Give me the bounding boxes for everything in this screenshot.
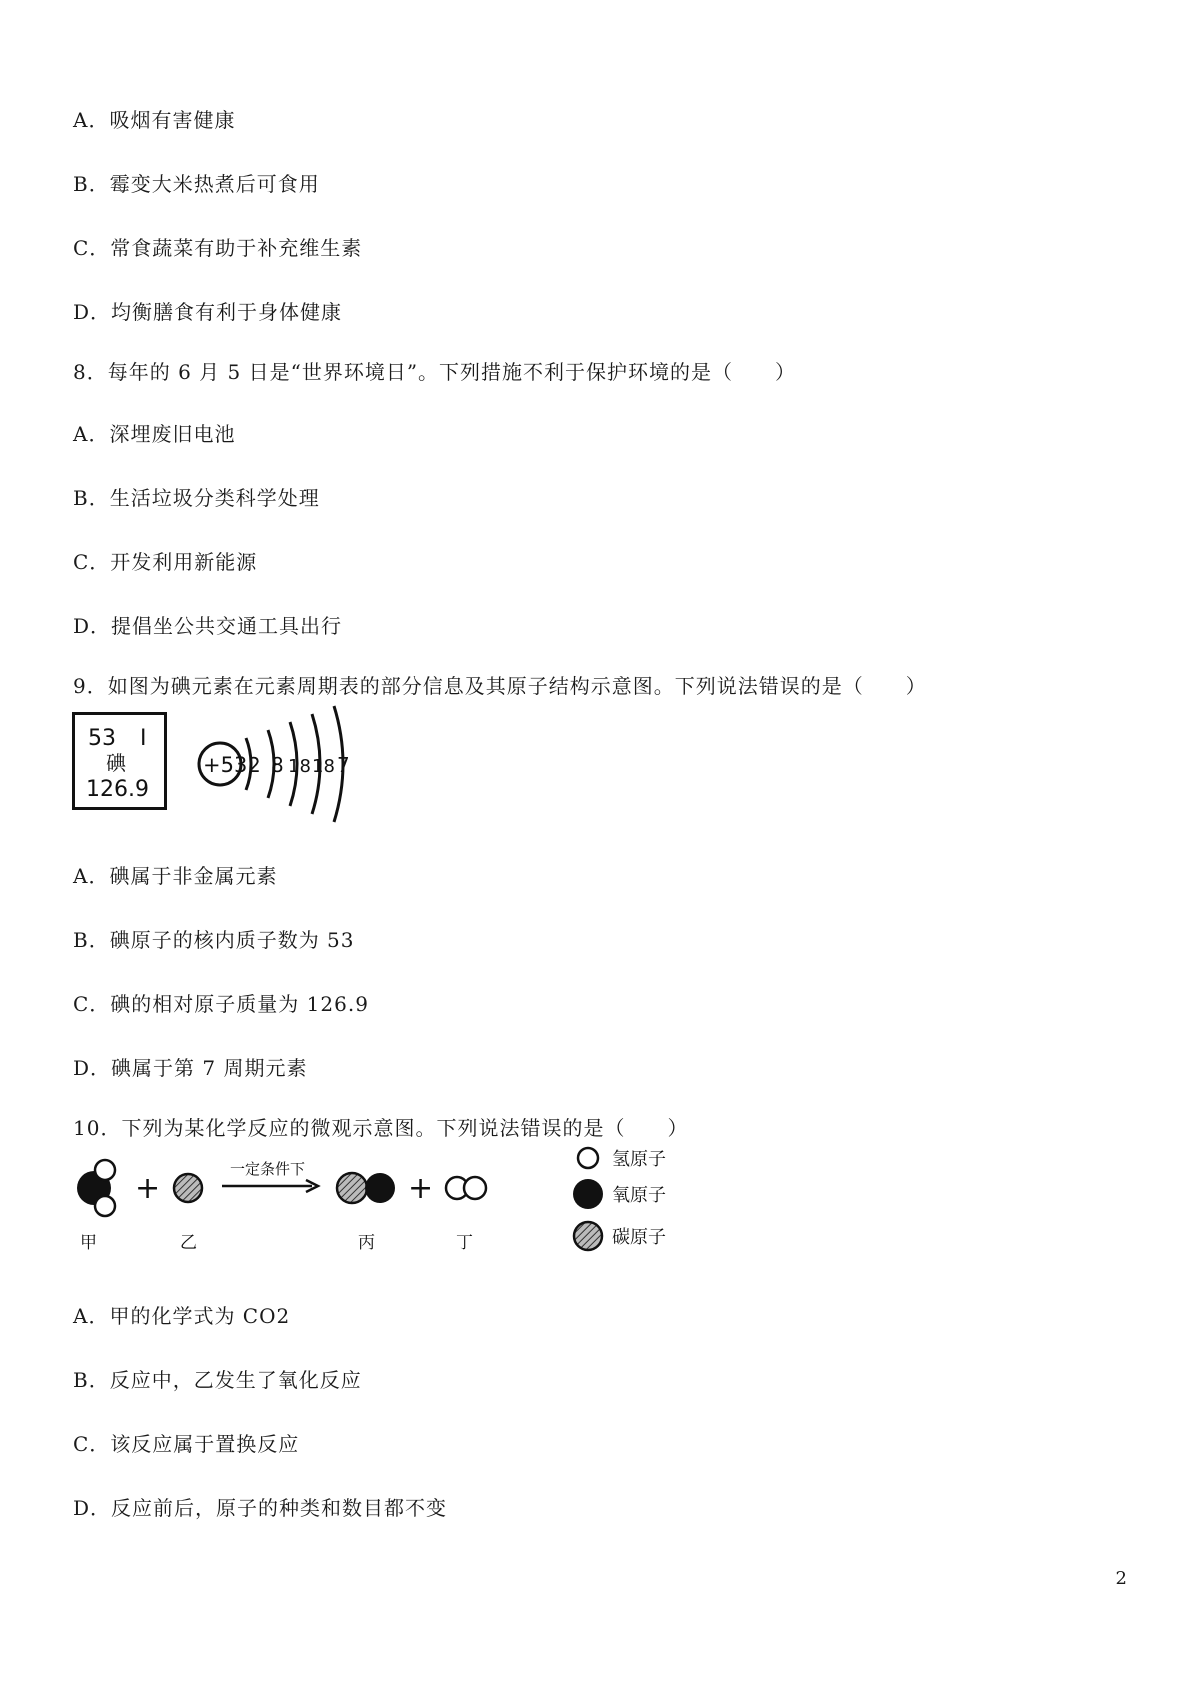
element-mass: 126.9: [86, 777, 149, 802]
q8-option-d: D．提倡坐公共交通工具出行: [73, 614, 343, 638]
atom-shell-3: 18: [288, 756, 311, 777]
q10-option-d: D．反应前后，原子的种类和数目都不变: [73, 1496, 448, 1520]
q8-option-a: A．深埋废旧电池: [73, 422, 236, 446]
legend-oxygen: [573, 1179, 666, 1209]
atom-shell-5: 7: [337, 753, 350, 777]
iodine-atom-diagram: [196, 700, 366, 828]
iodine-element-card: [72, 712, 168, 812]
q7-option-b: B．霉变大米热煮后可食用: [73, 172, 320, 196]
q7-option-c: C．常食蔬菜有助于补充维生素: [73, 236, 363, 260]
legend-oxygen-label: 氧原子: [612, 1185, 666, 1206]
q7-option-a: A．吸烟有害健康: [73, 108, 236, 132]
atom-nucleus-charge: +53: [203, 753, 248, 777]
arrow-label: 一定条件下: [230, 1160, 306, 1178]
atom-shell-1: 2: [248, 753, 261, 777]
q10-stem: 10．下列为某化学反应的微观示意图。下列说法错误的是（ ）: [73, 1116, 689, 1140]
label-bing: 丙: [358, 1233, 375, 1253]
q10-option-c: C．该反应属于置换反应: [73, 1432, 300, 1456]
q7-option-d: D．均衡膳食有利于身体健康: [73, 300, 343, 324]
molecule-ding: [446, 1177, 486, 1199]
q9-option-b: B．碘原子的核内质子数为 53: [73, 928, 355, 952]
atom-shell-2: 8: [271, 753, 284, 777]
plus-sign-2: +: [408, 1171, 434, 1206]
q10-option-a: A．甲的化学式为 CO2: [73, 1304, 291, 1328]
atom-shell-4: 18: [312, 756, 335, 777]
legend-carbon: [574, 1222, 666, 1250]
q9-option-a: A．碘属于非金属元素: [73, 864, 278, 888]
q8-option-c: C．开发利用新能源: [73, 550, 258, 574]
element-atomic-number: 53: [88, 726, 116, 751]
page-number: 2: [1115, 1568, 1127, 1589]
q9-stem: 9．如图为碘元素在元素周期表的部分信息及其原子结构示意图。下列说法错误的是（ ）: [73, 674, 927, 698]
q8-stem: 8．每年的 6 月 5 日是“世界环境日”。下列措施不利于保护环境的是（ ）: [73, 360, 797, 384]
q9-option-c: C．碘的相对原子质量为 126.9: [73, 992, 369, 1016]
element-symbol: I: [140, 726, 147, 751]
label-ding: 丁: [456, 1233, 473, 1253]
molecule-jia: [77, 1160, 115, 1216]
reaction-micro-diagram: [70, 1150, 710, 1260]
atom-yi-carbon: [174, 1174, 202, 1202]
q10-option-b: B．反应中，乙发生了氧化反应: [73, 1368, 362, 1392]
label-yi: 乙: [180, 1233, 197, 1253]
element-name: 碘: [106, 751, 126, 775]
molecule-bing: [337, 1173, 395, 1203]
q9-option-d: D．碘属于第 7 周期元素: [73, 1056, 308, 1080]
label-jia: 甲: [80, 1233, 97, 1253]
legend-hydrogen: [578, 1148, 666, 1170]
legend-hydrogen-label: 氢原子: [612, 1149, 666, 1170]
legend-carbon-label: 碳原子: [612, 1227, 666, 1248]
plus-sign-1: +: [135, 1171, 161, 1206]
q8-option-b: B．生活垃圾分类科学处理: [73, 486, 320, 510]
